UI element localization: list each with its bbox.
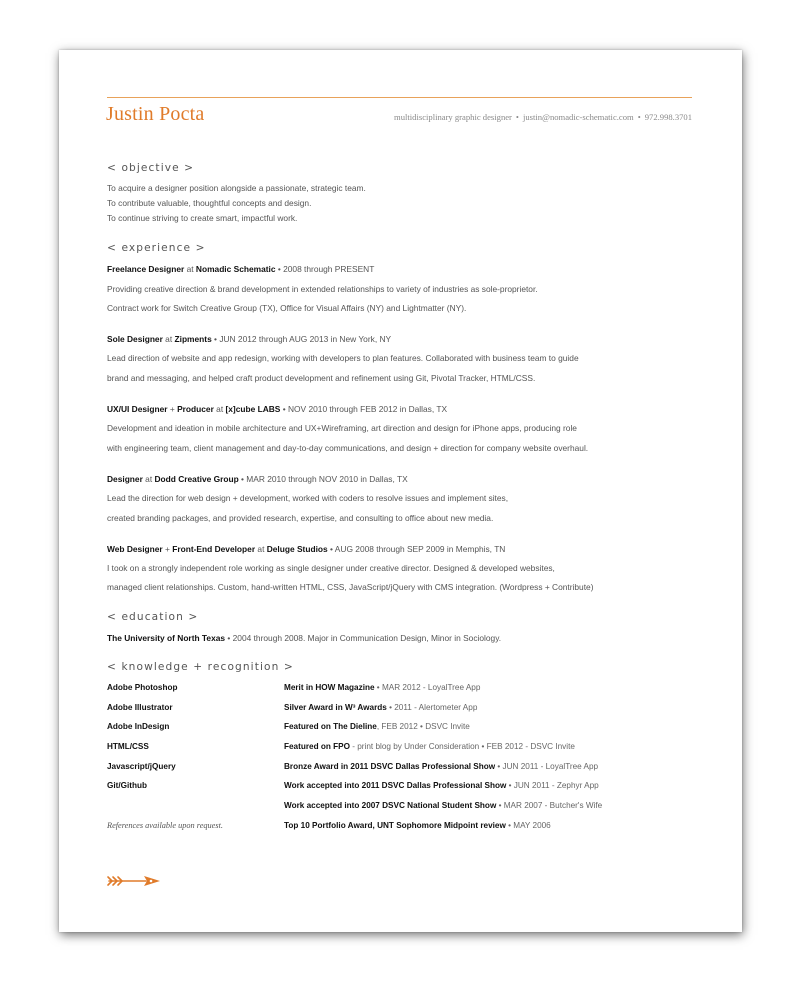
job-desc: managed client relationships. Custom, hand-written HTML, CSS, JavaScript/jQuery with CMS integration. (Wordpress + Contribute): [107, 582, 594, 592]
tagline: multidisciplinary graphic designer: [394, 112, 512, 122]
award-item: [284, 703, 477, 712]
job-meta: • AUG 2008 through SEP 2009 in Memphis, TN: [327, 544, 506, 554]
award-item: [284, 722, 470, 731]
education-heading: < education >: [107, 611, 199, 623]
school-name: The University of North Texas: [107, 633, 226, 643]
job-meta: • JUN 2012 through AUG 2013 in New York, NY: [211, 334, 392, 344]
objective-heading: < objective >: [107, 162, 195, 174]
knowledge-heading: < knowledge + recognition >: [107, 661, 294, 673]
email[interactable]: justin@nomadic-schematic.com: [522, 112, 634, 122]
skill-item: Git/Github: [107, 781, 148, 790]
award-title: Bronze Award in 2011 DSVC Dallas Professional Show: [284, 762, 496, 771]
job-title-line: Sole Designer at Zipments • JUN 2012 through AUG 2013 in New York, NY: [107, 334, 392, 344]
objective-line: To acquire a designer position alongside a passionate, strategic team.: [107, 183, 366, 193]
job-role: UX/UI Designer: [107, 404, 168, 414]
candidate-name: Justin Pocta: [106, 103, 205, 125]
skill-item: Adobe InDesign: [107, 722, 170, 731]
contact-line: [394, 112, 692, 122]
job-meta: • MAR 2010 through NOV 2010 in Dallas, TX: [238, 474, 408, 484]
job-role: Designer: [107, 474, 143, 484]
job-desc: brand and messaging, and helped craft product development and refinement using Git, Pivotal Tracker, HTML/CSS.: [107, 373, 536, 383]
skill-item: HTML/CSS: [107, 742, 149, 751]
job-meta: • 2008 through PRESENT: [275, 264, 375, 274]
award-meta: • JUN 2011 - LoyalTree App: [495, 762, 599, 771]
objective-line: To contribute valuable, thoughtful concepts and design.: [107, 198, 312, 208]
job-desc: Contract work for Switch Creative Group (TX), Office for Visual Affairs (NY) and Lightmatter (NY).: [107, 303, 467, 313]
job-desc: with engineering team, client management and day-to-day communications, and design + direction for company website overhaul.: [107, 443, 589, 453]
header-rule: [107, 97, 692, 98]
award-meta: • MAR 2012 - LoyalTree App: [374, 683, 481, 692]
job-desc: Lead direction of website and app redesign, working with developers to plan features. Collaborated with business team to guide: [107, 353, 579, 363]
phone: 972.998.3701: [644, 112, 692, 122]
award-item: [284, 821, 551, 830]
award-item: [284, 762, 598, 771]
job-desc: Development and ideation in mobile architecture and UX+Wireframing, art direction and design for iPhone apps, producing role: [107, 423, 577, 433]
job-company: Nomadic Schematic: [195, 264, 276, 274]
education-line: [107, 633, 501, 643]
award-meta: , FEB 2012 • DSVC Invite: [376, 722, 470, 731]
job-role-secondary: Front-End Developer: [172, 544, 256, 554]
job-title-line: UX/UI Designer + Producer at [x]cube LABS • NOV 2010 through FEB 2012 in Dallas, TX: [107, 404, 448, 414]
job-title-line: Freelance Designer at Nomadic Schematic • 2008 through PRESENT: [107, 264, 375, 274]
award-title: Top 10 Portfolio Award, UNT Sophomore Midpoint review: [284, 821, 506, 830]
award-meta: - print blog by Under Consideration • FEB 2012 - DSVC Invite: [349, 742, 575, 751]
separator: •: [637, 112, 641, 122]
job-company: Zipments: [174, 334, 212, 344]
award-title: Merit in HOW Magazine: [284, 683, 375, 692]
separator: •: [515, 112, 519, 122]
objective-line: To continue striving to create smart, impactful work.: [107, 213, 298, 223]
award-title: Featured on FPO: [284, 742, 350, 751]
job-role: Sole Designer: [107, 334, 163, 344]
award-meta: • MAR 2007 - Butcher's Wife: [496, 801, 603, 810]
award-title: Featured on The Dieline: [284, 722, 377, 731]
award-meta: • JUN 2011 - Zephyr App: [506, 781, 599, 790]
skill-item: Adobe Photoshop: [107, 683, 178, 692]
arrow-icon: [106, 874, 162, 888]
education-meta: • 2004 through 2008. Major in Communication Design, Minor in Sociology.: [225, 633, 502, 643]
job-desc: Providing creative direction & brand development in extended relationships to variety of industries as sole-proprietor.: [107, 284, 538, 294]
award-title: Silver Award in W³ Awards: [284, 703, 387, 712]
award-meta: • 2011 - Alertometer App: [386, 703, 478, 712]
job-title-line: Web Designer + Front-End Developer at Deluge Studios • AUG 2008 through SEP 2009 in Memphis, TN: [107, 544, 506, 554]
job-role-secondary: Producer: [177, 404, 214, 414]
experience-heading: < experience >: [107, 242, 206, 254]
award-item: [284, 781, 599, 790]
references-note: References available upon request.: [107, 821, 223, 830]
skill-item: Adobe Illustrator: [107, 703, 173, 712]
award-title: Work accepted into 2007 DSVC National Student Show: [284, 801, 497, 810]
job-desc: created branding packages, and provided research, expertise, and consulting to office about new media.: [107, 513, 494, 523]
award-title: Work accepted into 2011 DSVC Dallas Professional Show: [284, 781, 507, 790]
job-desc: I took on a strongly independent role working as single designer under creative director. Designed & developed websites,: [107, 563, 555, 573]
award-item: [284, 801, 602, 810]
job-desc: Lead the direction for web design + development, worked with coders to resolve issues and implement sites,: [107, 493, 509, 503]
award-item: [284, 683, 480, 692]
skill-item: Javascript/jQuery: [107, 762, 176, 771]
job-title-line: Designer at Dodd Creative Group • MAR 2010 through NOV 2010 in Dallas, TX: [107, 474, 408, 484]
award-meta: • MAY 2006: [505, 821, 551, 830]
job-company: Dodd Creative Group: [154, 474, 239, 484]
job-role: Web Designer: [107, 544, 163, 554]
job-company: [x]cube LABS: [225, 404, 281, 414]
job-role: Freelance Designer: [107, 264, 185, 274]
job-company: Deluge Studios: [266, 544, 328, 554]
job-meta: • NOV 2010 through FEB 2012 in Dallas, TX: [280, 404, 448, 414]
award-item: [284, 742, 575, 751]
